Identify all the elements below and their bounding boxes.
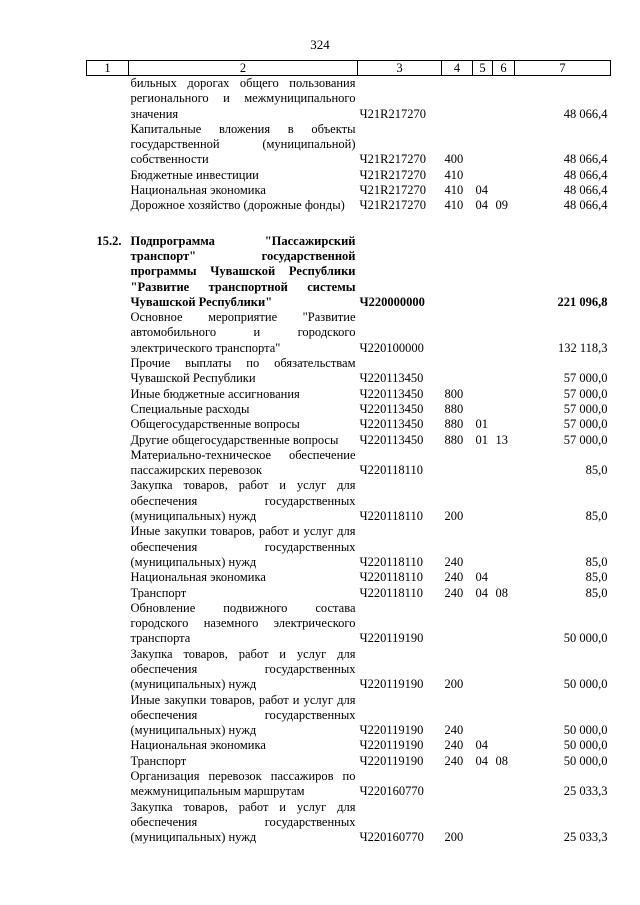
amount: 85,0 (585, 463, 608, 478)
subsection: 08 (495, 753, 508, 768)
row-name: Обновление подвижного состава городского наземного электрического транспорта (130, 600, 356, 646)
amount: 57 000,0 (563, 371, 608, 386)
table-row (87, 693, 611, 739)
expense-type (442, 310, 473, 356)
row-name: Национальная экономика (130, 738, 266, 753)
table-row (87, 122, 611, 168)
row-name: Закупка товаров, работ и услуг для обеспечения государственных (муниципальных) нужд (130, 646, 356, 692)
expense-type: 410 (444, 198, 464, 213)
row-name: Общегосударственные вопросы (130, 417, 300, 432)
table-row (87, 754, 611, 769)
target-code: Ч220113450 (359, 417, 424, 432)
row-number (87, 387, 129, 402)
section (473, 402, 493, 417)
expense-type (442, 601, 473, 647)
target-code: Ч220119190 (359, 753, 424, 768)
target-code: Ч21R217270 (359, 198, 426, 213)
table-row (87, 433, 611, 448)
subsection (493, 738, 515, 753)
amount: 57 000,0 (563, 401, 608, 416)
amount: 57 000,0 (563, 386, 608, 401)
table-row (87, 417, 611, 432)
table-row (87, 387, 611, 402)
expense-type: 880 (444, 432, 464, 447)
amount: 25 033,3 (563, 784, 608, 799)
row-number (87, 570, 129, 585)
expense-type (442, 769, 473, 800)
target-code: Ч220119190 (359, 677, 424, 692)
row-number (87, 586, 129, 601)
amount: 85,0 (585, 554, 608, 569)
table-row (87, 738, 611, 753)
amount: 50 000,0 (563, 753, 608, 768)
section: 04 (475, 183, 488, 198)
row-number (87, 693, 129, 739)
amount: 48 066,4 (563, 167, 608, 182)
row-number (87, 738, 129, 753)
table-body (87, 76, 611, 846)
subsection (493, 647, 515, 693)
row-name: Другие общегосударственные вопросы (130, 432, 339, 447)
expense-type (442, 448, 473, 479)
table-row (87, 769, 611, 800)
amount: 48 066,4 (563, 183, 608, 198)
subsection (493, 693, 515, 739)
expense-type: 240 (444, 585, 464, 600)
header-col-4: 4 (442, 61, 473, 76)
table-header-row (87, 61, 611, 76)
row-number (87, 168, 129, 183)
table-row (87, 76, 611, 122)
table-row (87, 234, 611, 310)
amount: 48 066,4 (563, 152, 608, 167)
header-col-7: 7 (515, 61, 611, 76)
amount: 50 000,0 (563, 677, 608, 692)
section (473, 310, 493, 356)
target-code: Ч220118110 (359, 509, 423, 524)
subsection (493, 122, 515, 168)
header-col-3: 3 (358, 61, 442, 76)
header-col-5: 5 (473, 61, 493, 76)
target-code: Ч21R217270 (359, 167, 426, 182)
row-name: Иные закупки товаров, работ и услуг для обеспечения государственных (муниципальных) нужд (130, 692, 356, 738)
table-row (87, 524, 611, 570)
target-code: Ч220000000 (359, 294, 425, 309)
row-name: Закупка товаров, работ и услуг для обеспечения государственных (муниципальных) нужд (130, 799, 356, 845)
table-row (87, 310, 611, 356)
amount: 48 066,4 (563, 198, 608, 213)
target-code: Ч21R217270 (359, 106, 426, 121)
section: 04 (475, 753, 488, 768)
amount: 50 000,0 (563, 723, 608, 738)
amount: 57 000,0 (563, 432, 608, 447)
table-row (87, 183, 611, 198)
expense-type: 400 (444, 152, 464, 167)
subsection: 13 (495, 432, 508, 447)
amount: 25 033,3 (563, 830, 608, 845)
row-name: бильных дорогах общего пользования регионального и межмуниципального значения (130, 76, 356, 121)
subsection (493, 402, 515, 417)
table-row (87, 198, 611, 213)
target-code: Ч220160770 (359, 830, 424, 845)
expense-type: 240 (444, 723, 464, 738)
target-code: Ч220119190 (359, 631, 424, 646)
subsection: 08 (495, 585, 508, 600)
subsection (493, 524, 515, 570)
section (473, 234, 493, 310)
expense-type: 200 (444, 677, 464, 692)
subsection (493, 478, 515, 524)
target-code: Ч220118110 (359, 554, 423, 569)
subsection (493, 234, 515, 310)
target-code: Ч21R217270 (359, 152, 426, 167)
expense-type (442, 76, 473, 122)
row-number (87, 356, 129, 387)
row-name: Капитальные вложения в объекты государственной (муниципальной) собственности (130, 121, 356, 167)
table-row (87, 647, 611, 693)
row-name: Организация перевозок пассажиров по межмуниципальным маршрутам (130, 769, 356, 799)
subsection (493, 76, 515, 122)
row-name: Транспорт (130, 753, 187, 768)
row-name: Национальная экономика (130, 183, 266, 198)
amount: 50 000,0 (563, 738, 608, 753)
table-row (87, 402, 611, 417)
row-name: Основное мероприятие "Развитие автомобильного и городского электрического транспорта" (130, 310, 356, 355)
subsection (493, 800, 515, 846)
row-number (87, 769, 129, 800)
row-name: Бюджетные инвестиции (130, 167, 259, 182)
row-number (87, 601, 129, 647)
amount: 221 096,8 (557, 294, 608, 309)
row-number: 15.2. (96, 233, 122, 248)
target-code: Ч220113450 (359, 371, 424, 386)
target-code: Ч220113450 (359, 432, 424, 447)
row-name: Иные закупки товаров, работ и услуг для обеспечения государственных (муниципальных) нужд (130, 524, 356, 569)
row-number (87, 183, 129, 198)
row-name: Специальные расходы (130, 401, 250, 416)
table-row (87, 601, 611, 647)
row-number (87, 76, 129, 122)
expense-type: 240 (444, 570, 464, 585)
section: 01 (475, 432, 488, 447)
section (473, 76, 493, 122)
target-code: Ч220118110 (359, 585, 423, 600)
subsection (493, 417, 515, 432)
expense-type: 240 (444, 738, 464, 753)
row-name: Закупка товаров, работ и услуг для обеспечения государственных (муниципальных) нужд (130, 478, 356, 524)
row-number (87, 448, 129, 479)
section (473, 356, 493, 387)
header-col-1: 1 (87, 61, 129, 76)
row-name: Иные бюджетные ассигнования (130, 386, 300, 401)
subsection (493, 183, 515, 198)
budget-table (86, 60, 611, 846)
section (473, 387, 493, 402)
target-code: Ч220113450 (359, 401, 424, 416)
section (473, 693, 493, 739)
header-col-6: 6 (493, 61, 515, 76)
table-row (87, 586, 611, 601)
section: 04 (475, 570, 488, 585)
subsection (493, 310, 515, 356)
section (473, 769, 493, 800)
target-code: Ч220160770 (359, 784, 424, 799)
row-number (87, 122, 129, 168)
row-number (87, 647, 129, 693)
section: 01 (475, 417, 488, 432)
row-number (87, 524, 129, 570)
section (473, 800, 493, 846)
section (473, 448, 493, 479)
expense-type: 200 (444, 830, 464, 845)
amount: 57 000,0 (563, 417, 608, 432)
target-code: Ч220100000 (359, 340, 424, 355)
section (473, 122, 493, 168)
page-number: 324 (310, 37, 330, 52)
subsection (493, 168, 515, 183)
subsection (493, 448, 515, 479)
row-number (87, 198, 129, 213)
expense-type: 240 (444, 554, 464, 569)
amount: 85,0 (585, 570, 608, 585)
amount: 48 066,4 (563, 106, 608, 121)
subsection (493, 387, 515, 402)
section (473, 524, 493, 570)
row-number (87, 402, 129, 417)
expense-type: 410 (444, 183, 464, 198)
amount: 132 118,3 (557, 340, 608, 355)
row-name: Дорожное хозяйство (дорожные фонды) (130, 198, 345, 213)
expense-type (442, 356, 473, 387)
amount: 85,0 (585, 585, 608, 600)
target-code: Ч220113450 (359, 386, 424, 401)
row-number (87, 310, 129, 356)
expense-type: 880 (444, 417, 464, 432)
row-number (87, 478, 129, 524)
table-row (87, 448, 611, 479)
row-number (87, 800, 129, 846)
target-code: Ч220118110 (359, 570, 423, 585)
table-row (87, 570, 611, 585)
spacer-cell (87, 214, 611, 234)
section (473, 647, 493, 693)
target-code: Ч220119190 (359, 738, 424, 753)
expense-type (442, 234, 473, 310)
row-name: Национальная экономика (130, 570, 266, 585)
row-name: Транспорт (130, 585, 187, 600)
section (473, 168, 493, 183)
section (473, 601, 493, 647)
subsection (493, 570, 515, 585)
target-code: Ч21R217270 (359, 183, 426, 198)
target-code: Ч220118110 (359, 463, 423, 478)
row-number (87, 433, 129, 448)
subsection: 09 (495, 198, 508, 213)
row-name: Прочие выплаты по обязательствам Чувашской Республики (130, 356, 356, 386)
subsection (493, 601, 515, 647)
row-number (87, 417, 129, 432)
section (473, 478, 493, 524)
subsection (493, 356, 515, 387)
expense-type: 800 (444, 386, 464, 401)
section: 04 (475, 585, 488, 600)
subsection (493, 769, 515, 800)
amount: 50 000,0 (563, 631, 608, 646)
table-row (87, 168, 611, 183)
row-name: Материально-техническое обеспечение пассажирских перевозок (130, 447, 356, 478)
target-code: Ч220119190 (359, 723, 424, 738)
expense-type: 200 (444, 509, 464, 524)
table-row (87, 478, 611, 524)
table-row (87, 800, 611, 846)
expense-type: 410 (444, 167, 464, 182)
row-name: Подпрограмма "Пассажирский транспорт" государственной программы Чувашской Республики "Развитие транспортной системы Чувашской Республики" (130, 233, 356, 309)
expense-type: 240 (444, 753, 464, 768)
header-col-2: 2 (129, 61, 358, 76)
spacer-row (87, 214, 611, 234)
section: 04 (475, 198, 488, 213)
amount: 85,0 (585, 509, 608, 524)
row-number (87, 754, 129, 769)
expense-type: 880 (444, 401, 464, 416)
table-row (87, 356, 611, 387)
section: 04 (475, 738, 488, 753)
